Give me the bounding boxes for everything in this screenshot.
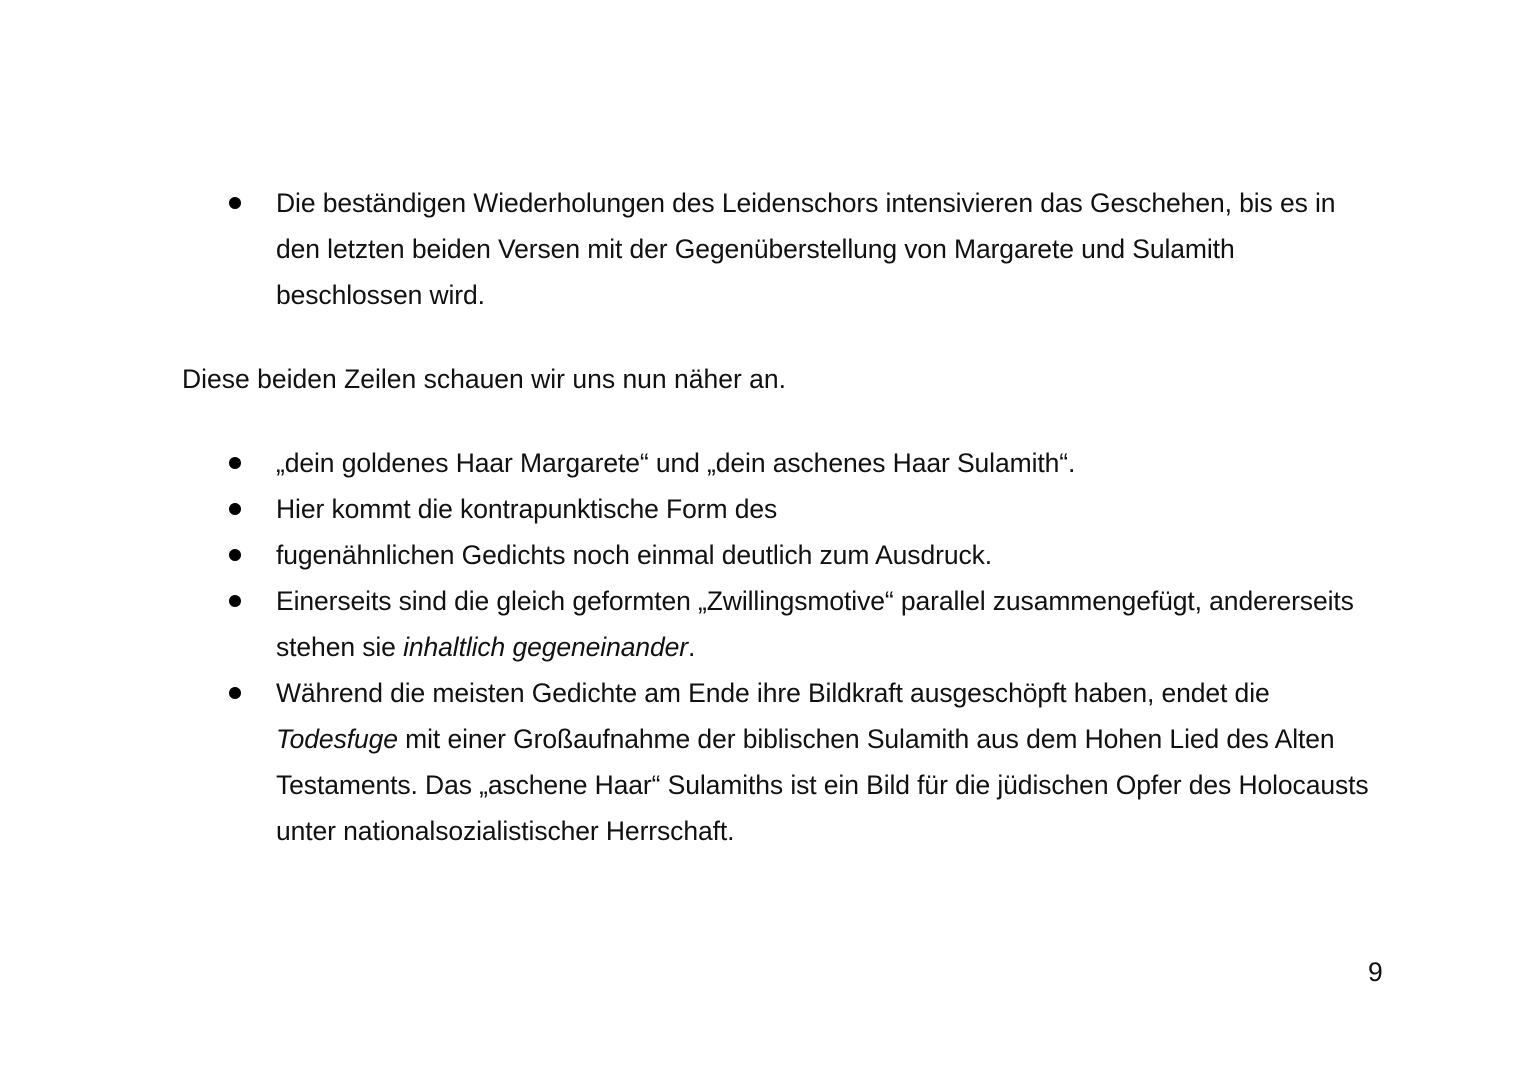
bullet-list-bottom bbox=[0, 440, 1532, 854]
bullet-icon bbox=[229, 503, 241, 515]
list-item bbox=[0, 486, 1376, 532]
list-item-text: fugenähnlichen Gedichts noch einmal deutlich zum Ausdruck. bbox=[276, 540, 993, 570]
list-item-text: Die beständigen Wiederholungen des Leidenschors intensivieren das Geschehen, bis es in den letzten beiden Versen mit der Gegenüberstellung von Margarete und Sulamith beschlossen wird. bbox=[276, 188, 1336, 310]
list-item bbox=[0, 440, 1376, 486]
list-item bbox=[0, 532, 1376, 578]
list-item-text-after: . bbox=[688, 632, 696, 662]
list-item-emphasis: Todesfuge bbox=[276, 724, 398, 754]
bullet-list-top bbox=[0, 180, 1532, 318]
bullet-icon bbox=[229, 687, 241, 699]
list-item-text-before: Einerseits sind die gleich geformten „Zwillingsmotive“ parallel zusammengefügt, andererseits stehen sie bbox=[276, 586, 1354, 662]
list-item bbox=[0, 578, 1376, 670]
list-item-text-after: mit einer Großaufnahme der biblischen Sulamith aus dem Hohen Lied des Alten Testaments. Das „aschene Haar“ Sulamiths ist ein Bild für die jüdischen Opfer des Holocausts unter nationalsozialistischer Herrschaft. bbox=[276, 724, 1369, 846]
bullet-icon bbox=[229, 457, 241, 469]
body-paragraph: Diese beiden Zeilen schauen wir uns nun näher an. bbox=[182, 364, 787, 394]
list-item-emphasis: inhaltlich gegeneinander bbox=[403, 632, 688, 662]
bullet-icon bbox=[229, 595, 241, 607]
list-item bbox=[0, 670, 1376, 854]
page-number: 9 bbox=[1368, 957, 1383, 987]
list-item-text: „dein goldenes Haar Margarete“ und „dein aschenes Haar Sulamith“. bbox=[276, 448, 1076, 478]
bullet-icon bbox=[229, 549, 241, 561]
bullet-icon bbox=[229, 197, 241, 209]
list-item-text-before: Während die meisten Gedichte am Ende ihre Bildkraft ausgeschöpft haben, endet die bbox=[276, 678, 1270, 708]
list-item bbox=[0, 180, 1376, 318]
list-item-text: Hier kommt die kontrapunktische Form des bbox=[276, 494, 778, 524]
